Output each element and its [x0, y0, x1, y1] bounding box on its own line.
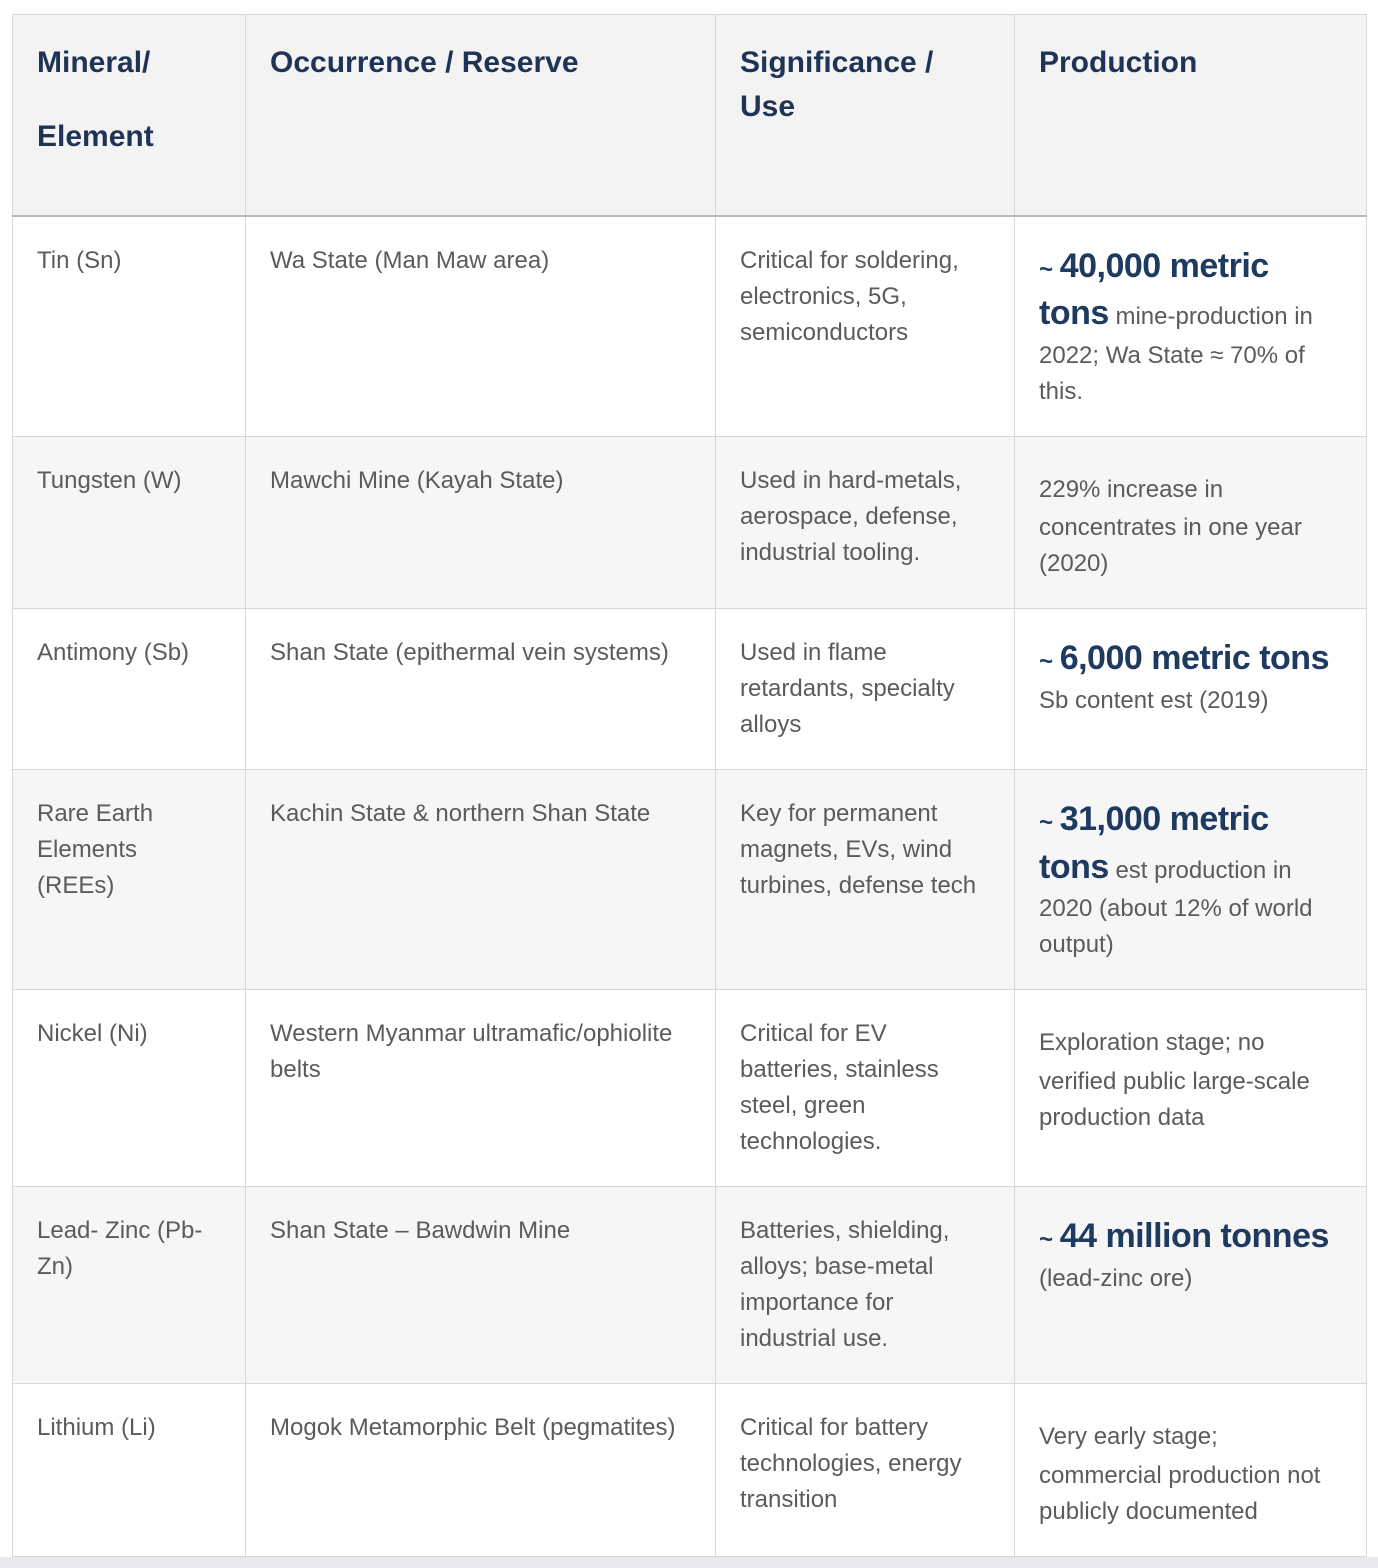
production-note: Exploration stage; no verified public large-scale production data — [1039, 1029, 1310, 1132]
table-row-tungsten — [13, 436, 1367, 609]
production-note: mine-production in 2022; Wa State ≈ 70% of this. — [1039, 303, 1313, 405]
production-note: 229% increase in concentrates in one year (2020) — [1039, 475, 1302, 578]
table-row-nickel — [13, 990, 1367, 1187]
page-bottom-strip — [0, 1557, 1378, 1568]
mineral-cell: Tungsten (W) — [13, 436, 246, 609]
mineral-cell: Lead- Zinc (Pb-Zn) — [13, 1187, 246, 1384]
header-mineral-line2: Element — [37, 119, 154, 153]
production-value: 40,000 metric tons — [1039, 246, 1269, 333]
significance-cell: Critical for battery technologies, energy transition — [716, 1384, 1015, 1557]
production-cell — [1015, 436, 1367, 609]
production-cell — [1015, 609, 1367, 770]
approx-symbol: ~ — [1039, 1226, 1054, 1254]
significance-cell: Critical for soldering, electronics, 5G, semiconductors — [716, 216, 1015, 437]
occurrence-cell: Shan State (epithermal vein systems) — [246, 609, 716, 770]
production-cell — [1015, 1384, 1367, 1557]
mineral-cell: Nickel (Ni) — [13, 990, 246, 1187]
header-significance: Significance / Use — [716, 15, 1015, 216]
table-row-lead-zinc — [13, 1187, 1367, 1384]
occurrence-cell: Mogok Metamorphic Belt (pegmatites) — [246, 1384, 716, 1557]
significance-cell: Critical for EV batteries, stainless steel, green technologies. — [716, 990, 1015, 1187]
header-occurrence: Occurrence / Reserve — [246, 15, 716, 216]
table-row-antimony — [13, 609, 1367, 770]
header-row — [13, 15, 1367, 216]
significance-cell: Batteries, shielding, alloys; base-metal importance for industrial use. — [716, 1187, 1015, 1384]
production-value: 6,000 metric tons — [1059, 639, 1329, 678]
significance-cell: Used in hard-metals, aerospace, defense, industrial tooling. — [716, 436, 1015, 609]
approx-symbol: ~ — [1039, 648, 1054, 676]
production-cell — [1015, 990, 1367, 1187]
header-production: Production — [1015, 15, 1367, 216]
occurrence-cell: Shan State – Bawdwin Mine — [246, 1187, 716, 1384]
header-mineral — [13, 15, 246, 216]
header-mineral-line1: Mineral/ — [37, 46, 151, 79]
production-value: 31,000 metric tons — [1039, 800, 1269, 886]
mineral-cell: Antimony (Sb) — [13, 609, 246, 770]
approx-symbol: ~ — [1039, 255, 1054, 283]
table-row-tin — [13, 216, 1367, 437]
production-cell — [1015, 770, 1367, 990]
table-row-rare-earth — [13, 770, 1367, 990]
occurrence-cell: Western Myanmar ultramafic/ophiolite belts — [246, 990, 716, 1187]
production-cell — [1015, 1187, 1367, 1384]
table-row-lithium — [13, 1384, 1367, 1557]
production-note: Very early stage; commercial production not publicly documented — [1039, 1423, 1321, 1526]
production-note: est production in 2020 (about 12% of world output) — [1039, 856, 1313, 959]
production-value: 44 million tonnes — [1059, 1217, 1329, 1256]
production-cell — [1015, 216, 1367, 437]
production-note: (lead-zinc ore) — [1039, 1265, 1193, 1293]
occurrence-cell: Kachin State & northern Shan State — [246, 770, 716, 990]
mineral-cell: Rare Earth Elements (REEs) — [13, 770, 246, 990]
significance-cell: Used in flame retardants, specialty alloys — [716, 609, 1015, 770]
occurrence-cell: Mawchi Mine (Kayah State) — [246, 436, 716, 609]
significance-cell: Key for permanent magnets, EVs, wind turbines, defense tech — [716, 770, 1015, 990]
minerals-table — [12, 14, 1367, 1557]
mineral-cell: Lithium (Li) — [13, 1384, 246, 1557]
mineral-cell: Tin (Sn) — [13, 216, 246, 437]
production-note: Sb content est (2019) — [1039, 686, 1269, 714]
approx-symbol: ~ — [1039, 809, 1054, 837]
occurrence-cell: Wa State (Man Maw area) — [246, 216, 716, 437]
